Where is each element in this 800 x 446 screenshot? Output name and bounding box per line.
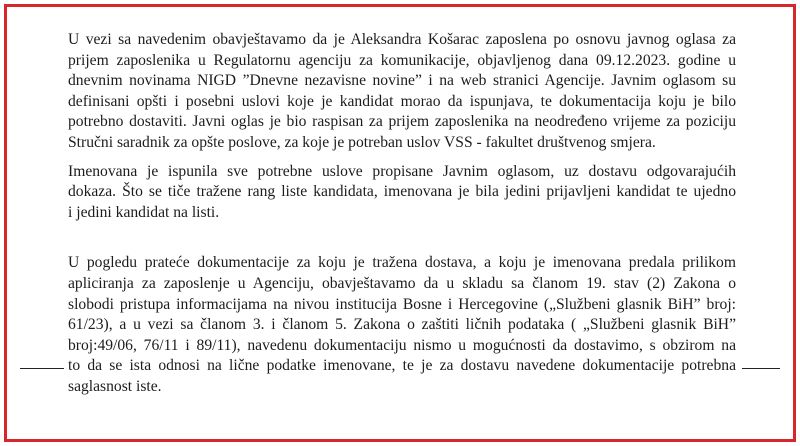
text-line: to da se ista odnosi na lične podatke imenovane, te je za dostavu navedene dokumentacije potrebna <box>68 357 736 375</box>
paragraph-employment-notice <box>68 30 736 154</box>
paragraph-candidate-list <box>68 162 736 224</box>
text-line: slobodi pristupa informacijama na nivou institucija Bosne i Hercegovine („Službeni glasnik BiH” broj: <box>68 295 736 313</box>
text-line: Stručni saradnik za opšte poslove, za koje je potreban uslov VSS - fakultet društvenog smjera. <box>68 133 656 151</box>
text-line: dokaza. Što se tiče tražene rang liste kandidata, imenovana je bila jedini prijavljeni kandidat te ujedno <box>68 183 736 201</box>
text-line: dnevnim novinama NIGD ”Dnevne nezavisne novine” i na web stranici Agencije. Javnim oglasom su <box>68 72 736 90</box>
text-line: potrebno dostaviti. Javni oglas je bio raspisan za prijem zaposlenika na neodređeno vrijeme za poziciju <box>68 113 736 131</box>
text-line: definisani opšti i posebni uslovi koje je kandidat morao da ispunjava, te dokumentacija koju je bilo <box>68 92 736 110</box>
text-line: broj:49/06, 76/11 i 89/11), navedenu dokumentaciju nismo u mogućnosti da dostavimo, s obzirom na <box>68 336 736 354</box>
text-line: 61/23), a u vezi sa članom 3. i članom 5. Zakona o zaštiti ličnih podataka ( „Službeni glasnik BiH” <box>68 316 736 334</box>
text-line: prijem zaposlenika u Regulatornu agenciju za komunikacije, objavljenog dana 09.12.2023. godine u <box>68 51 736 69</box>
document-excerpt <box>68 30 736 398</box>
paragraph-documentation <box>68 253 736 397</box>
text-line: U vezi sa navedenim obavještavamo da je Aleksandra Košarac zaposlena po osnovu javnog oglasa za <box>68 31 736 48</box>
text-line: Imenovana je ispunila sve potrebne uslove propisane Javnim oglasom, uz dostavu odgovarajućih <box>68 162 736 180</box>
text-line: U pogledu prateće dokumentacije za koju je tražena dostava, a koju je imenovana predala prilikom <box>68 254 736 272</box>
text-line: i jedini kandidat na listi. <box>68 203 220 221</box>
text-line: apliciranja za zaposlenje u Agenciju, obavještavamo da u skladu sa članom 19. stav (2) Zakona o <box>68 274 736 292</box>
margin-mark-right <box>742 368 780 369</box>
margin-mark-left <box>20 368 64 369</box>
text-line: saglasnost iste. <box>68 377 162 395</box>
